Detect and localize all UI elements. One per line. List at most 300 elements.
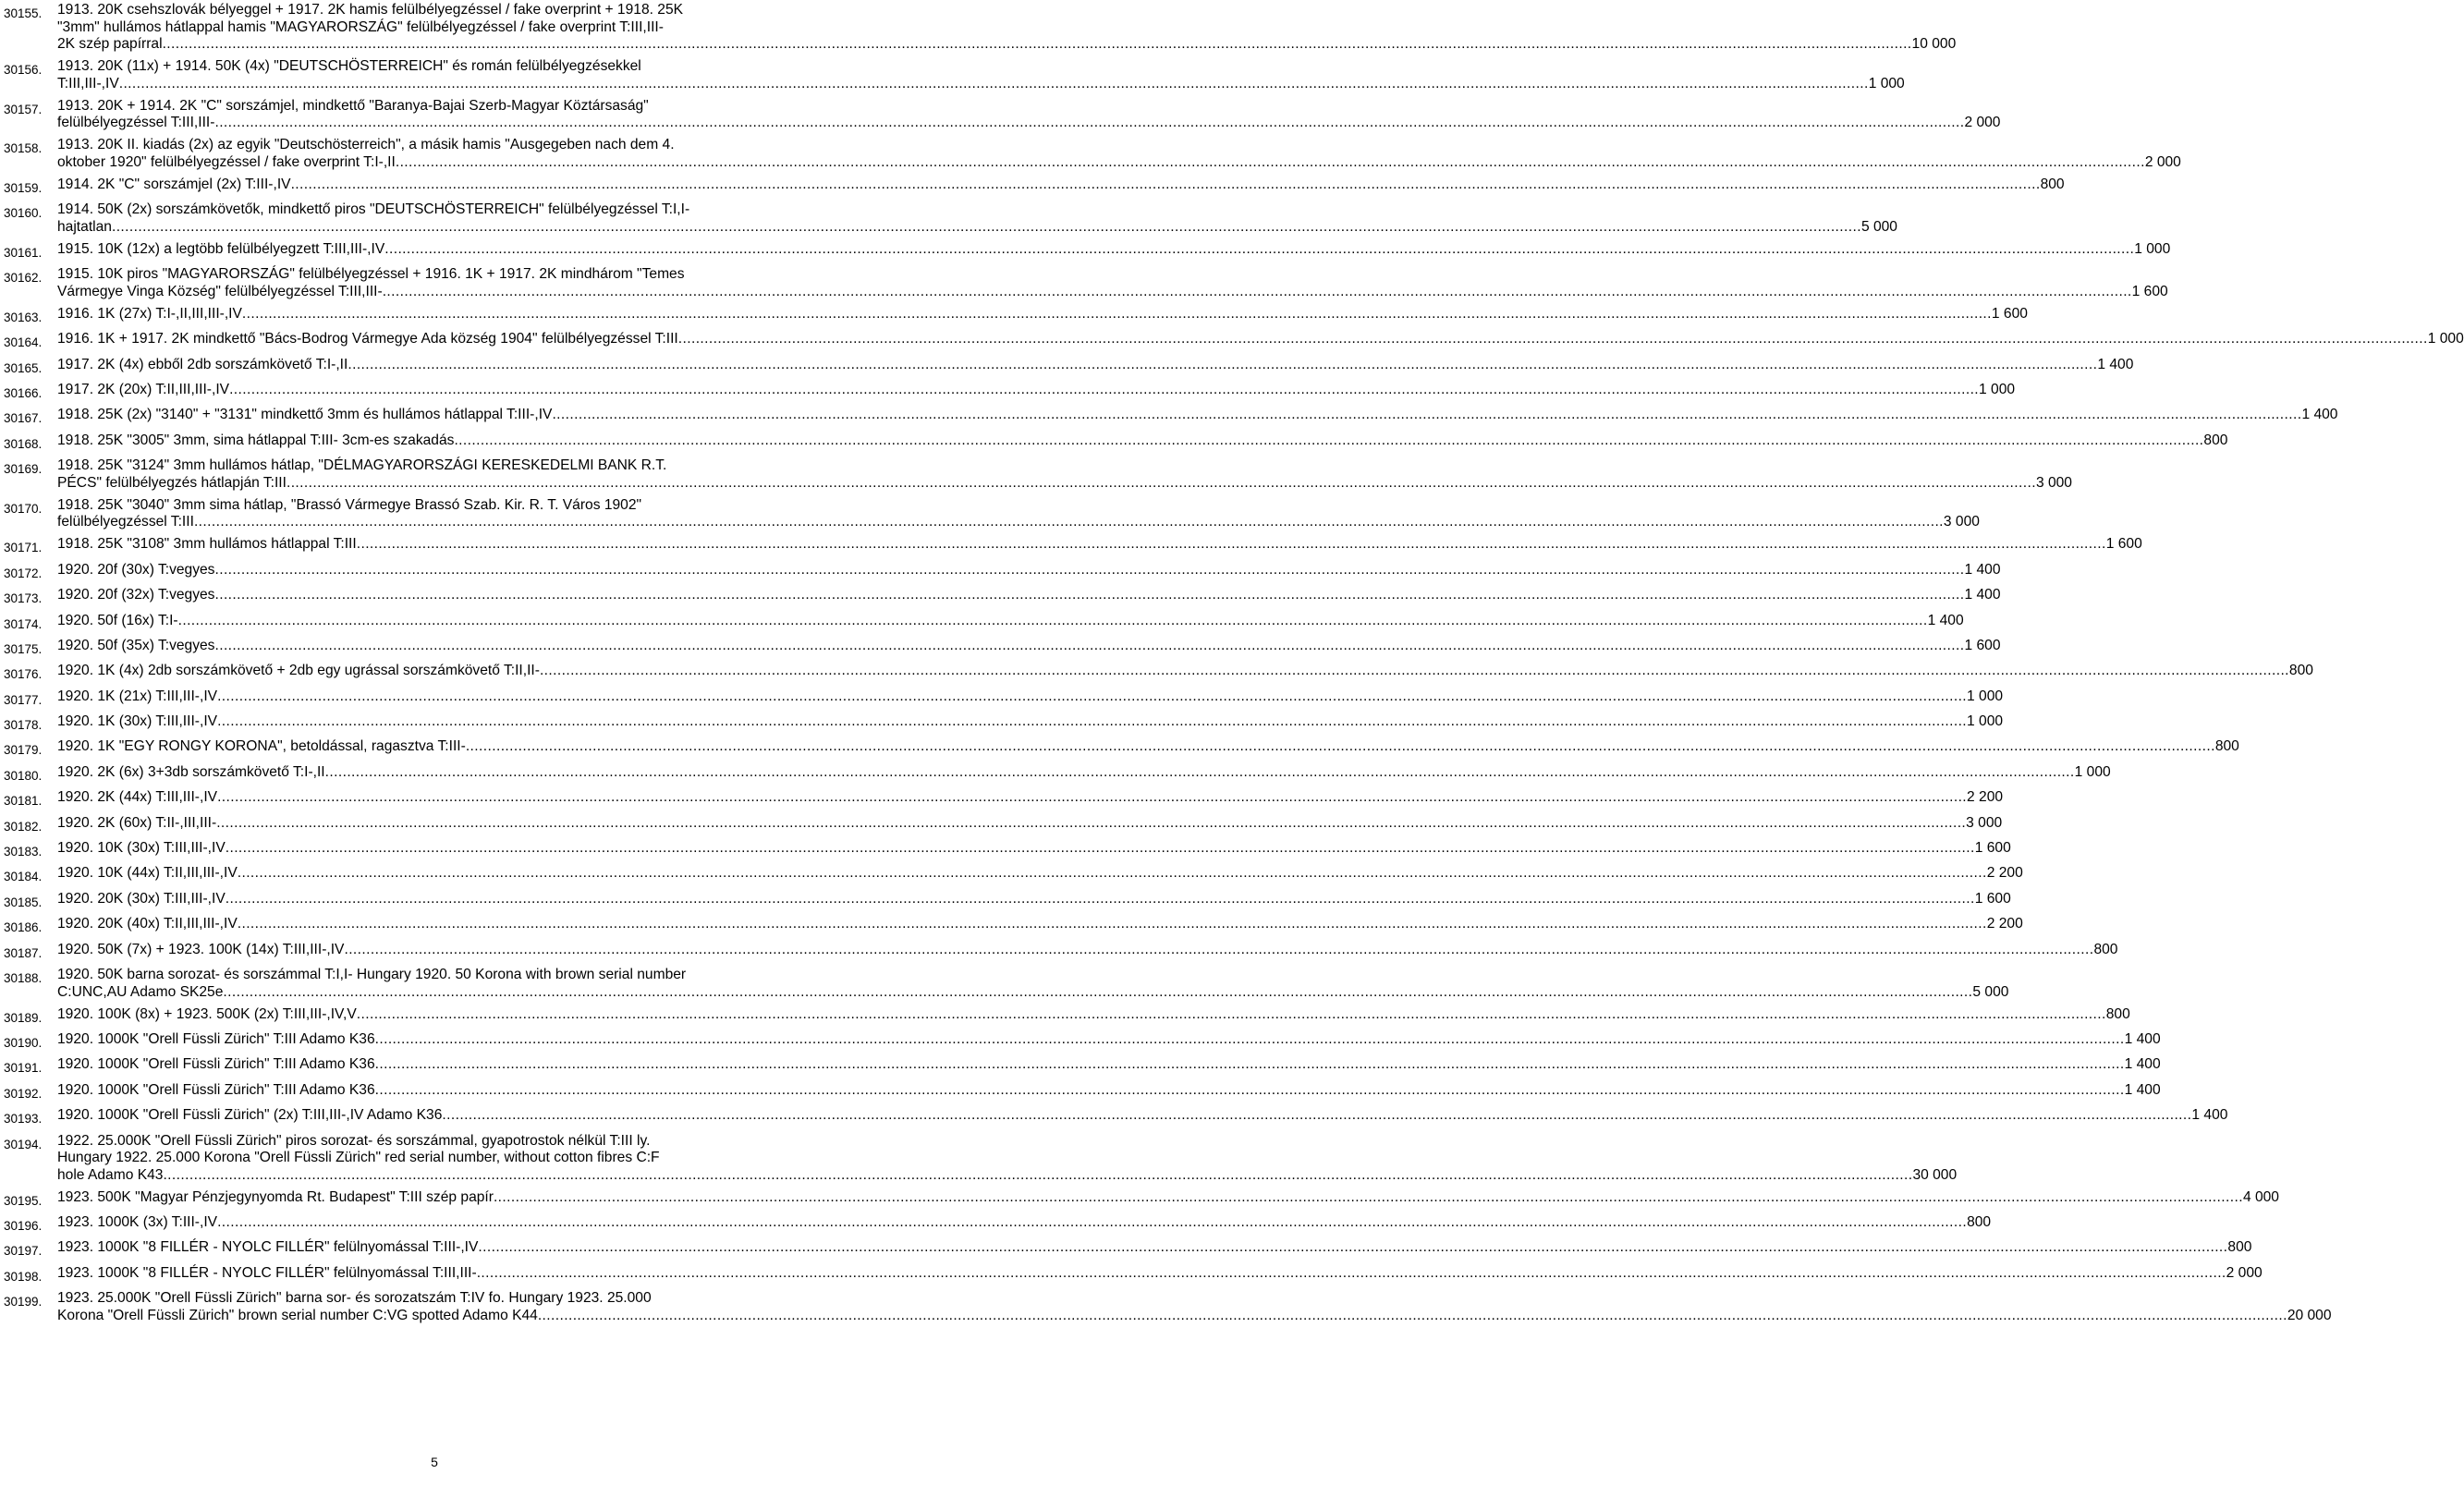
lot-number: 30155. <box>4 6 43 20</box>
dot-leader: ................................................................................................................................................................................................................................................................................................................................................................................................................ <box>225 840 1975 857</box>
dot-leader: ................................................................................................................................................................................................................................................................................................................................................................................................................ <box>286 474 2036 491</box>
lot-number: 30184. <box>4 870 43 884</box>
description-line <box>57 865 2023 883</box>
lot-price: 800 <box>2203 432 2228 448</box>
lot-price: 1 400 <box>1927 612 1964 628</box>
lot-description <box>57 916 2023 933</box>
lot-number: 30194. <box>4 1137 43 1151</box>
description-line <box>57 638 2001 655</box>
lot-entry <box>4 58 1905 92</box>
description-line: 1913. 20K II. kiadás (2x) az egyik "Deutschösterreich", a másik hamis "Ausgegeben nach dem 4. <box>57 137 675 153</box>
dot-leader: ................................................................................................................................................................................................................................................................................................................................................................................................................ <box>465 738 2215 755</box>
lot-entry <box>4 1081 2161 1102</box>
description-text: 1920. 1K (30x) T:III,III-,IV <box>57 713 218 730</box>
lot-number: 30180. <box>4 768 43 783</box>
lot-entry <box>4 966 2009 1001</box>
lot-entry <box>4 890 2011 911</box>
description-line <box>57 241 2170 259</box>
dot-leader: ................................................................................................................................................................................................................................................................................................................................................................................................................ <box>395 153 2145 170</box>
lot-description <box>57 241 2170 259</box>
dot-leader: ................................................................................................................................................................................................................................................................................................................................................................................................................ <box>217 1214 1968 1231</box>
description-line <box>57 1107 2227 1125</box>
description-text: 1916. 1K + 1917. 2K mindkettő "Bács-Bodrog Vármegye Ada község 1904" felülbélyegzéssel T:III <box>57 331 678 347</box>
dot-leader: ................................................................................................................................................................................................................................................................................................................................................................................................................ <box>214 115 1965 131</box>
dot-leader: ................................................................................................................................................................................................................................................................................................................................................................................................................ <box>111 218 1861 235</box>
lot-entry <box>4 1005 2130 1027</box>
lot-number: 30156. <box>4 63 43 78</box>
description-line: 1920. 50K barna sorozat- és sorszámmal T:I,I- Hungary 1920. 50 Korona with brown serial number <box>57 966 687 982</box>
lot-entry <box>4 266 2168 300</box>
lot-price: 2 200 <box>1986 865 2023 882</box>
description-line: 1923. 25.000K "Orell Füssli Zürich" barna sor- és sorozatszám T:IV fo. Hungary 1923. 25.000 <box>57 1290 652 1307</box>
lot-number: 30159. <box>4 180 43 195</box>
lot-price: 1 400 <box>2191 1107 2228 1124</box>
lot-entry <box>4 176 2065 197</box>
description-text: T:III,III-,IV <box>57 75 119 91</box>
dot-leader: ................................................................................................................................................................................................................................................................................................................................................................................................................ <box>324 763 2075 780</box>
lot-number: 30166. <box>4 386 43 401</box>
lot-price: 1 000 <box>2074 763 2111 780</box>
description-text: 1920. 2K (6x) 3+3db sorszámkövető T:I-,II <box>57 763 325 780</box>
lot-description <box>57 306 2028 323</box>
lot-price: 800 <box>2105 1005 2130 1022</box>
description-line <box>57 357 2133 374</box>
description-text: 1914. 2K "C" sorszámjel (2x) T:III-,IV <box>57 176 291 192</box>
lot-price: 1 000 <box>1967 713 2004 730</box>
lot-price: 3 000 <box>2035 474 2072 491</box>
description-text: 1920. 1K "EGY RONGY KORONA", betoldással, ragasztva T:III- <box>57 738 466 755</box>
description-text: 1920. 10K (44x) T:II,III,III-,IV <box>57 865 238 882</box>
lot-price: 3 000 <box>1966 814 2003 831</box>
description-text: 2K szép papírral <box>57 36 163 53</box>
lot-price: 20 000 <box>2287 1307 2332 1323</box>
description-line <box>57 76 1905 93</box>
lot-description <box>57 638 2001 655</box>
description-text: 1915. 10K (12x) a legtöbb felülbélyegzett T:III,III-,IV <box>57 240 385 257</box>
description-text: felülbélyegzéssel T:III,III- <box>57 115 215 131</box>
dot-leader: ................................................................................................................................................................................................................................................................................................................................................................................................................ <box>217 713 1968 730</box>
lot-price: 2 000 <box>1964 115 2001 131</box>
lot-price: 800 <box>2214 738 2239 755</box>
lot-description <box>57 967 2008 1001</box>
lot-price: 1 600 <box>1974 890 2011 907</box>
lot-entry <box>4 637 2001 658</box>
description-text: 1920. 1000K "Orell Füssli Zürich" T:III Adamo K36 <box>57 1081 375 1098</box>
description-line <box>57 284 2168 301</box>
description-text: 1918. 25K "3108" 3mm hullámos hátlappal T:III <box>57 536 357 553</box>
dot-leader: ................................................................................................................................................................................................................................................................................................................................................................................................................ <box>344 941 2094 957</box>
lot-entry <box>4 663 2313 683</box>
lot-description <box>57 738 2239 756</box>
lot-description <box>57 713 2003 731</box>
lot-entry <box>4 587 2001 607</box>
lot-entry <box>4 1188 2279 1210</box>
description-text: Vármegye Vinga Község" felülbélyegzéssel T:III,III- <box>57 283 383 299</box>
lot-description <box>57 942 2117 959</box>
lot-number: 30185. <box>4 895 43 909</box>
lot-number: 30168. <box>4 436 43 451</box>
description-line: 1913. 20K csehszlovák bélyeggel + 1917. 2K hamis felülbélyegzéssel / fake overprint + 1918. 25K <box>57 2 684 18</box>
dot-leader: ................................................................................................................................................................................................................................................................................................................................................................................................................ <box>217 688 1968 704</box>
lot-list <box>4 2 2464 1330</box>
lot-entry <box>4 137 2181 171</box>
lot-entry <box>4 1290 2332 1324</box>
lot-entry <box>4 840 2011 860</box>
lot-entry <box>4 382 2016 402</box>
description-line <box>57 613 1964 630</box>
lot-description <box>57 1107 2227 1125</box>
dot-leader: ................................................................................................................................................................................................................................................................................................................................................................................................................ <box>118 75 1869 91</box>
lot-description <box>57 137 2181 171</box>
lot-description <box>57 815 2002 833</box>
lot-price: 2 200 <box>1986 916 2023 932</box>
lot-number: 30160. <box>4 206 43 221</box>
lot-number: 30181. <box>4 794 43 809</box>
lot-description <box>57 1239 2251 1257</box>
lot-number: 30190. <box>4 1035 43 1050</box>
lot-price: 800 <box>2288 663 2313 679</box>
description-line <box>57 1006 2130 1024</box>
lot-price: 1 600 <box>2131 283 2168 299</box>
lot-number: 30163. <box>4 310 43 324</box>
description-line <box>57 154 2181 172</box>
dot-leader: ................................................................................................................................................................................................................................................................................................................................................................................................................ <box>177 612 1928 628</box>
lot-price: 1 000 <box>1868 75 1905 91</box>
description-line <box>57 764 2111 782</box>
lot-description <box>57 1031 2161 1049</box>
lot-entry <box>4 1030 2161 1052</box>
lot-entry <box>4 305 2028 326</box>
description-text: 1920. 20f (30x) T:vegyes <box>57 561 215 578</box>
description-line <box>57 1189 2279 1207</box>
lot-price: 1 400 <box>2124 1056 2161 1073</box>
lot-description <box>57 865 2023 883</box>
lot-number: 30195. <box>4 1193 43 1208</box>
description-text: 1920. 20f (32x) T:vegyes <box>57 587 215 603</box>
lot-price: 1 600 <box>2105 536 2142 553</box>
lot-number: 30162. <box>4 271 43 286</box>
description-line <box>57 475 2072 493</box>
lot-entry <box>4 496 1980 531</box>
dot-leader: ................................................................................................................................................................................................................................................................................................................................................................................................................ <box>217 789 1968 806</box>
lot-entry <box>4 536 2142 556</box>
lot-entry <box>4 814 2003 835</box>
lot-entry <box>4 763 2111 785</box>
lot-number: 30197. <box>4 1244 43 1259</box>
lot-number: 30182. <box>4 819 43 834</box>
lot-price: 1 600 <box>1991 305 2028 322</box>
lot-number: 30176. <box>4 667 43 682</box>
dot-leader: ................................................................................................................................................................................................................................................................................................................................................................................................................ <box>374 1056 2125 1073</box>
lot-description <box>57 407 2337 424</box>
description-line: 1913. 20K + 1914. 2K "C" sorszámjel, mindkettő "Baranya-Bajai Szerb-Magyar Köztársaság" <box>57 97 649 114</box>
dot-leader: ................................................................................................................................................................................................................................................................................................................................................................................................................ <box>382 283 2132 299</box>
dot-leader: ................................................................................................................................................................................................................................................................................................................................................................................................................ <box>225 890 1975 907</box>
lot-entry <box>4 789 2004 810</box>
lot-price: 800 <box>2093 941 2118 957</box>
lot-number: 30186. <box>4 920 43 935</box>
lot-price: 5 000 <box>1972 983 2009 1000</box>
description-line <box>57 432 2227 450</box>
lot-description <box>57 1265 2263 1283</box>
lot-number: 30196. <box>4 1219 43 1234</box>
description-line <box>57 331 2464 348</box>
lot-number: 30175. <box>4 641 43 656</box>
lot-price: 800 <box>2227 1239 2252 1256</box>
description-line <box>57 1031 2161 1049</box>
lot-description <box>57 587 2001 604</box>
dot-leader: ................................................................................................................................................................................................................................................................................................................................................................................................................ <box>214 587 1965 603</box>
lot-description <box>57 266 2168 300</box>
description-text: 1920. 1000K "Orell Füssli Zürich" T:III Adamo K36 <box>57 1056 375 1073</box>
description-text: 1918. 25K (2x) "3140" + "3131" mindkettő 3mm és hullámos hátlappal T:III-,IV <box>57 407 553 423</box>
lot-number: 30191. <box>4 1061 43 1076</box>
description-text: 1918. 25K "3005" 3mm, sima hátlappal T:III- 3cm-es szakadás <box>57 432 455 448</box>
description-text: 1920. 1K (21x) T:III,III-,IV <box>57 688 218 704</box>
description-line <box>57 407 2337 424</box>
description-line <box>57 177 2065 194</box>
dot-leader: ................................................................................................................................................................................................................................................................................................................................................................................................................ <box>237 865 1987 882</box>
lot-number: 30171. <box>4 541 43 555</box>
lot-description <box>57 789 2003 807</box>
lot-entry <box>4 1214 1992 1235</box>
lot-price: 5 000 <box>1860 218 1897 235</box>
description-line: 1913. 20K (11x) + 1914. 50K (4x) "DEUTSCHÖSTERREICH" és román felülbélyegzésekkel <box>57 58 641 75</box>
dot-leader: ................................................................................................................................................................................................................................................................................................................................................................................................................ <box>193 514 1944 530</box>
description-text: 1920. 2K (60x) T:II-,III,III- <box>57 814 217 831</box>
lot-description <box>57 562 2001 579</box>
dot-leader: ................................................................................................................................................................................................................................................................................................................................................................................................................ <box>348 356 2098 372</box>
lot-entry <box>4 407 2338 427</box>
lot-number: 30189. <box>4 1010 43 1025</box>
description-line: 1915. 10K piros "MAGYARORSZÁG" felülbélyegzéssel + 1916. 1K + 1917. 2K mindhárom "Temes <box>57 266 685 283</box>
description-line <box>57 219 1897 237</box>
lot-description <box>57 840 2011 858</box>
dot-leader: ................................................................................................................................................................................................................................................................................................................................................................................................................ <box>241 305 1992 322</box>
description-line <box>57 306 2028 323</box>
lot-price: 2 000 <box>2226 1264 2263 1281</box>
lot-description <box>57 201 1897 236</box>
dot-leader: ................................................................................................................................................................................................................................................................................................................................................................................................................ <box>478 1239 2228 1256</box>
description-text: 1920. 10K (30x) T:III,III-,IV <box>57 840 226 857</box>
description-text: 1917. 2K (20x) T:II,III,III-,IV <box>57 382 230 398</box>
dot-leader: ................................................................................................................................................................................................................................................................................................................................................................................................................ <box>229 382 1980 398</box>
lot-number: 30177. <box>4 692 43 707</box>
lot-number: 30167. <box>4 411 43 426</box>
lot-number: 30199. <box>4 1295 43 1309</box>
lot-number: 30198. <box>4 1269 43 1284</box>
description-line <box>57 1082 2161 1100</box>
lot-entry <box>4 432 2228 453</box>
lot-entry <box>4 1264 2263 1285</box>
description-text: 1920. 50f (35x) T:vegyes <box>57 637 215 653</box>
description-text: 1920. 20K (40x) T:II,III,III-,IV <box>57 916 238 932</box>
lot-number: 30164. <box>4 335 43 350</box>
lot-description <box>57 98 2000 132</box>
dot-leader: ................................................................................................................................................................................................................................................................................................................................................................................................................ <box>237 916 1987 932</box>
lot-entry <box>4 1056 2161 1077</box>
lot-number: 30192. <box>4 1086 43 1101</box>
description-line <box>57 891 2011 908</box>
lot-description <box>57 1082 2161 1100</box>
lot-price: 4 000 <box>2242 1188 2279 1205</box>
dot-leader: ................................................................................................................................................................................................................................................................................................................................................................................................................ <box>214 637 1965 653</box>
dot-leader: ................................................................................................................................................................................................................................................................................................................................................................................................................ <box>374 1081 2125 1098</box>
description-text: 1923. 1000K "8 FILLÉR - NYOLC FILLÉR" felülnyomással T:III-,IV <box>57 1239 479 1256</box>
dot-leader: ................................................................................................................................................................................................................................................................................................................................................................................................................ <box>539 663 2289 679</box>
lot-description <box>57 497 1980 531</box>
description-text: hajtatlan <box>57 218 112 235</box>
lot-price: 1 400 <box>2124 1081 2161 1098</box>
lot-description <box>57 432 2227 450</box>
lot-description <box>57 891 2011 908</box>
dot-leader: ................................................................................................................................................................................................................................................................................................................................................................................................................ <box>493 1188 2243 1205</box>
lot-entry <box>4 1239 2252 1260</box>
description-line <box>57 1214 1991 1232</box>
description-line <box>57 1308 2332 1325</box>
description-line <box>57 840 2011 858</box>
lot-price: 1 400 <box>2301 407 2338 423</box>
lot-number: 30157. <box>4 102 43 116</box>
description-line: Hungary 1922. 25.000 Korona "Orell Füssli Zürich" red serial number, without cotton fibres C:F <box>57 1150 660 1166</box>
dot-leader: ................................................................................................................................................................................................................................................................................................................................................................................................................ <box>290 176 2041 192</box>
lot-description <box>57 177 2065 194</box>
lot-price: 1 400 <box>1964 561 2001 578</box>
description-line <box>57 1167 1957 1185</box>
lot-description <box>57 688 2003 706</box>
dot-leader: ................................................................................................................................................................................................................................................................................................................................................................................................................ <box>552 407 2302 423</box>
description-text: 1923. 1000K "8 FILLÉR - NYOLC FILLÉR" felülnyomással T:III,III- <box>57 1264 477 1281</box>
description-line <box>57 942 2117 959</box>
lot-entry <box>4 1107 2228 1127</box>
lot-description <box>57 536 2142 554</box>
description-line: "3mm" hullámos hátlappal hamis "MAGYARORSZÁG" felülbélyegzéssel / fake overprint T:III,III- <box>57 18 664 35</box>
description-line <box>57 713 2003 731</box>
description-text: 1923. 1000K (3x) T:III-,IV <box>57 1214 218 1231</box>
description-text: C:UNC,AU Adamo SK25e <box>57 983 224 1000</box>
lot-entry <box>4 201 1897 236</box>
description-text: felülbélyegzéssel T:III <box>57 514 194 530</box>
dot-leader: ................................................................................................................................................................................................................................................................................................................................................................................................................ <box>374 1030 2125 1047</box>
lot-number: 30172. <box>4 566 43 580</box>
description-text: 1920. 1000K "Orell Füssli Zürich" T:III Adamo K36 <box>57 1030 375 1047</box>
lot-description <box>57 2 1956 54</box>
description-text: 1920. 1000K "Orell Füssli Zürich" (2x) T:III,III-,IV Adamo K36 <box>57 1107 443 1124</box>
lot-price: 30 000 <box>1912 1166 1958 1183</box>
dot-leader: ................................................................................................................................................................................................................................................................................................................................................................................................................ <box>384 240 2135 257</box>
description-text: 1920. 1K (4x) 2db sorszámkövető + 2db egy ugrással sorszámkövető T:II,II- <box>57 663 540 679</box>
lot-price: 1 400 <box>1964 587 2001 603</box>
dot-leader: ................................................................................................................................................................................................................................................................................................................................................................................................................ <box>223 983 1973 1000</box>
lot-description <box>57 1133 1957 1185</box>
lot-number: 30161. <box>4 245 43 260</box>
lot-number: 30187. <box>4 945 43 960</box>
lot-description <box>57 613 1964 630</box>
lot-number: 30173. <box>4 591 43 606</box>
description-line: 1922. 25.000K "Orell Füssli Zürich" piros sorozat- és sorszámmal, gyapotrostok nélkül T:III ly. <box>57 1132 651 1149</box>
description-line <box>57 789 2003 807</box>
description-line <box>57 1239 2251 1257</box>
lot-number: 30170. <box>4 501 43 516</box>
lot-description <box>57 382 2015 399</box>
dot-leader: ................................................................................................................................................................................................................................................................................................................................................................................................................ <box>454 432 2204 448</box>
description-line <box>57 815 2002 833</box>
lot-price: 800 <box>2040 176 2065 192</box>
lot-number: 30165. <box>4 360 43 375</box>
lot-entry <box>4 865 2023 885</box>
description-line <box>57 382 2015 399</box>
description-text: 1920. 50f (16x) T:I- <box>57 612 178 628</box>
lot-number: 30169. <box>4 462 43 477</box>
description-text: 1920. 50K (7x) + 1923. 100K (14x) T:III,III-,IV <box>57 941 345 957</box>
lot-price: 1 400 <box>2097 356 2134 372</box>
description-line <box>57 984 2008 1002</box>
lot-number: 30179. <box>4 743 43 758</box>
lot-price: 10 000 <box>1911 36 1957 53</box>
description-line <box>57 587 2001 604</box>
lot-entry <box>4 688 2004 709</box>
description-text: 1916. 1K (27x) T:I-,II,III,III-,IV <box>57 305 242 322</box>
lot-description <box>57 764 2111 782</box>
description-text: 1917. 2K (4x) ebből 2db sorszámkövető T:I-,II <box>57 356 348 372</box>
lot-price: 1 600 <box>1964 637 2001 653</box>
dot-leader: ................................................................................................................................................................................................................................................................................................................................................................................................................ <box>356 1005 2106 1022</box>
lot-number: 30178. <box>4 718 43 733</box>
lot-description <box>57 58 1905 92</box>
lot-entry <box>4 941 2118 962</box>
lot-entry <box>4 1132 1958 1185</box>
description-line <box>57 36 1956 54</box>
lot-entry <box>4 2 1957 54</box>
description-text: Korona "Orell Füssli Zürich" brown serial number C:VG spotted Adamo K44 <box>57 1307 538 1323</box>
dot-leader: ................................................................................................................................................................................................................................................................................................................................................................................................................ <box>214 561 1965 578</box>
lot-price: 1 000 <box>1979 382 2016 398</box>
lot-price: 2 200 <box>1967 789 2004 806</box>
lot-price: 3 000 <box>1943 514 1980 530</box>
description-line <box>57 536 2142 554</box>
lot-number: 30158. <box>4 141 43 156</box>
lot-entry <box>4 356 2134 377</box>
description-text: 1920. 2K (44x) T:III,III-,IV <box>57 789 218 806</box>
lot-description <box>57 331 2464 348</box>
dot-leader: ................................................................................................................................................................................................................................................................................................................................................................................................................ <box>442 1107 2192 1124</box>
description-text: 1923. 500K "Magyar Pénzjegynyomda Rt. Budapest" T:III szép papír <box>57 1188 494 1205</box>
lot-description <box>57 1214 1991 1232</box>
dot-leader: ................................................................................................................................................................................................................................................................................................................................................................................................................ <box>163 1166 1913 1183</box>
lot-number: 30188. <box>4 970 43 985</box>
description-line <box>57 916 2023 933</box>
dot-leader: ................................................................................................................................................................................................................................................................................................................................................................................................................ <box>476 1264 2226 1281</box>
lot-description <box>57 457 2072 492</box>
lot-description <box>57 1056 2161 1074</box>
lot-description <box>57 1290 2332 1324</box>
lot-number: 30193. <box>4 1112 43 1127</box>
description-line <box>57 663 2313 680</box>
lot-description <box>57 357 2133 374</box>
description-text: hole Adamo K43 <box>57 1166 164 1183</box>
lot-entry <box>4 457 2072 492</box>
lot-entry <box>4 713 2004 734</box>
lot-price: 1 600 <box>1974 840 2011 857</box>
lot-number: 30174. <box>4 616 43 631</box>
description-text: PÉCS" felülbélyegzés hátlapján T:III <box>57 474 287 491</box>
description-line: 1918. 25K "3124" 3mm hullámos hátlap, "DÉLMAGYARORSZÁGI KERESKEDELMI BANK R.T. <box>57 457 667 474</box>
dot-leader: ................................................................................................................................................................................................................................................................................................................................................................................................................ <box>216 814 1967 831</box>
description-line <box>57 738 2239 756</box>
dot-leader: ................................................................................................................................................................................................................................................................................................................................................................................................................ <box>356 536 2106 553</box>
dot-leader: ................................................................................................................................................................................................................................................................................................................................................................................................................ <box>162 36 1912 53</box>
description-line <box>57 514 1980 531</box>
